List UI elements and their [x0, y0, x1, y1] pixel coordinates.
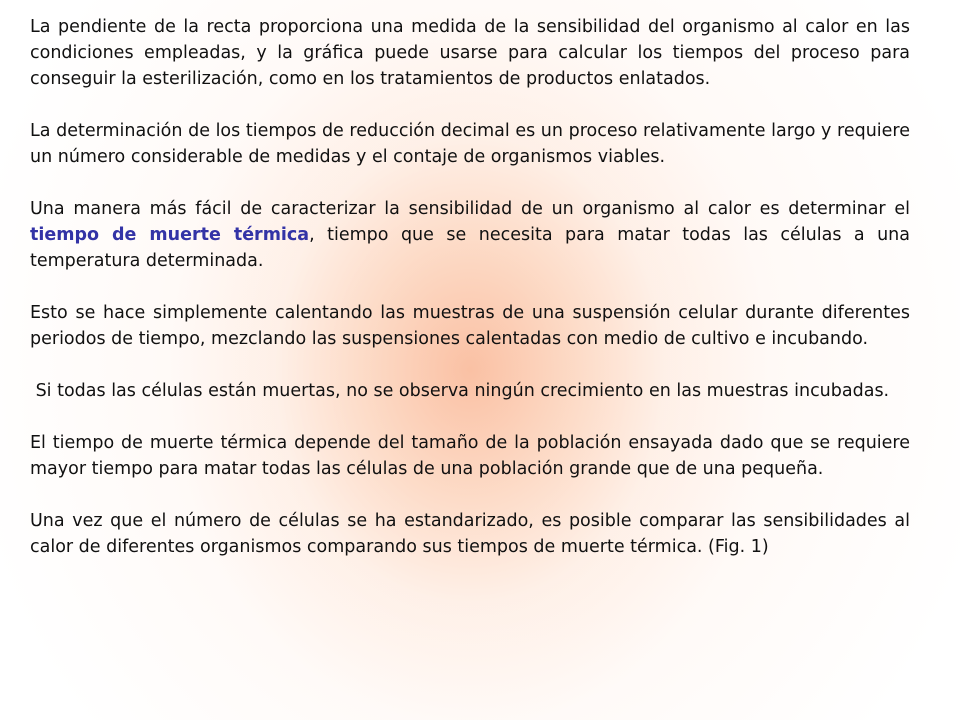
- paragraph-comparison: Una vez que el número de células se ha estandarizado, es posible comparar las sensibilidades al calor de diferentes organismos comparando sus tiempos de muerte térmica. (Fig. 1): [30, 511, 910, 557]
- paragraph-thermal-death-time-intro: Una manera más fácil de caracterizar la sensibilidad de un organismo al calor es determinar el: [30, 199, 910, 219]
- paragraph-slope: La pendiente de la recta proporciona una medida de la sensibilidad del organismo al calor en las condiciones empleadas, y la gráfica puede usarse para calcular los tiempos del proceso para conseguir la esterilización, como en los tratamientos de productos enlatados.: [30, 17, 910, 89]
- text-body: [30, 14, 910, 560]
- paragraph-thermal-death-time: [30, 196, 910, 274]
- paragraph-decimal-reduction: La determinación de los tiempos de reducción decimal es un proceso relativamente largo y requiere un número considerable de medidas y el contaje de organismos viables.: [30, 121, 910, 167]
- highlighted-term: tiempo de muerte térmica: [30, 225, 310, 245]
- paragraph-thermal-death-time-rest: , tiempo que se necesita para matar todas las células a una temperatura determinada.: [30, 225, 910, 271]
- paragraph-population-size: El tiempo de muerte térmica depende del tamaño de la población ensayada dado que se requiere mayor tiempo para matar todas las células de una población grande que de una pequeña.: [30, 433, 910, 479]
- paragraph-heating-method: Esto se hace simplemente calentando las muestras de una suspensión celular durante diferentes periodos de tiempo, mezclando las suspensiones calentadas con medio de cultivo e incubando.: [30, 303, 910, 349]
- paragraph-dead-cells: Si todas las células están muertas, no se observa ningún crecimiento en las muestras incubadas.: [30, 381, 890, 401]
